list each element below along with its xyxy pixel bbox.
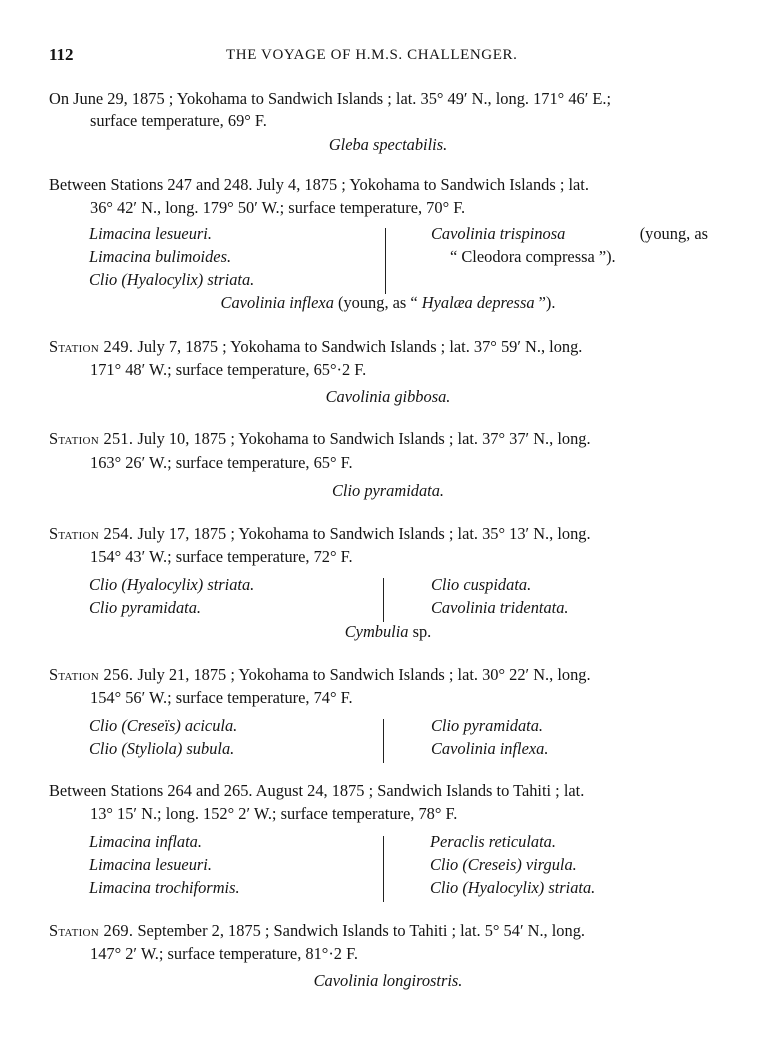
species-name: Clio (Hyalocylix) striata.	[89, 270, 255, 289]
species-note: Cavolinia inflexa (young, as “ Hyalæa depressa ”).	[220, 293, 556, 312]
entry-line-1: On June 29, 1875 ; Yokohama to Sandwich Islands ; lat. 35° 49′ N., long. 171° 46′ E.;	[49, 89, 612, 108]
station-label: Station 269.	[49, 921, 134, 940]
entry-line-1: Station 269. September 2, 1875 ; Sandwich Islands to Tahiti ; lat. 5° 54′ N., long.	[49, 921, 585, 940]
page-title: THE VOYAGE OF H.M.S. CHALLENGER.	[226, 47, 518, 63]
species-name: Limacina bulimoides.	[89, 247, 232, 266]
entry-line-1: Between Stations 247 and 248. July 4, 1875 ; Yokohama to Sandwich Islands ; lat.	[49, 175, 589, 194]
species-name: Limacina lesueuri.	[89, 855, 212, 874]
species-name: Cavolinia gibbosa.	[325, 387, 451, 406]
column-divider	[383, 719, 384, 763]
species-name: Clio (Hyalocylix) striata.	[89, 575, 255, 594]
species-name: Cavolinia longirostris.	[313, 971, 463, 990]
species-name: Clio pyramidata.	[431, 716, 544, 735]
entry-line-2: 154° 56′ W.; surface temperature, 74° F.	[90, 688, 353, 707]
species-name: Clio (Styliola) subula.	[89, 739, 235, 758]
entry-line-1: Station 251. July 10, 1875 ; Yokohama to Sandwich Islands ; lat. 37° 37′ N., long.	[49, 429, 591, 448]
species-name: Clio (Creseïs) acicula.	[89, 716, 238, 735]
entry-line-2: 36° 42′ N., long. 179° 50′ W.; surface temperature, 70° F.	[90, 198, 466, 217]
entry-line-1: Station 249. July 7, 1875 ; Yokohama to Sandwich Islands ; lat. 37° 59′ N., long.	[49, 337, 583, 356]
entry-line-1: Station 256. July 21, 1875 ; Yokohama to Sandwich Islands ; lat. 30° 22′ N., long.	[49, 665, 591, 684]
station-label: Station 254.	[49, 524, 134, 543]
column-divider	[383, 578, 384, 622]
species-name: Clio cuspidata.	[431, 575, 532, 594]
species-name-line: Cavolinia trispinosa (young, as	[431, 224, 708, 243]
entry-line-2: 163° 26′ W.; surface temperature, 65° F.	[90, 453, 353, 472]
species-name: Peraclis reticulata.	[430, 832, 556, 851]
station-label: Station 256.	[49, 665, 134, 684]
species-name: Clio pyramidata.	[89, 598, 202, 617]
column-divider	[383, 836, 384, 902]
species-note: “ Cleodora compressa ”).	[450, 247, 616, 266]
species-name: Gleba spectabilis.	[328, 135, 448, 154]
species-name: Cavolinia tridentata.	[431, 598, 569, 617]
species-name: Clio (Hyalocylix) striata.	[430, 878, 596, 897]
page-number: 112	[49, 45, 74, 64]
column-divider	[385, 228, 386, 294]
species-name: Clio pyramidata.	[331, 481, 444, 500]
species-name: Clio (Creseis) virgula.	[430, 855, 577, 874]
entry-line-2: 171° 48′ W.; surface temperature, 65°·2 F.	[90, 360, 367, 379]
entry-line-2: 154° 43′ W.; surface temperature, 72° F.	[90, 547, 353, 566]
entry-line-2: surface temperature, 69° F.	[90, 111, 267, 130]
station-label: Station 251.	[49, 429, 134, 448]
species-name: Limacina trochiformis.	[89, 878, 240, 897]
species-name: Cymbulia sp.	[344, 622, 432, 641]
species-name: Limacina lesueuri.	[89, 224, 212, 243]
species-name: Cavolinia inflexa.	[431, 739, 549, 758]
entry-line-2: 147° 2′ W.; surface temperature, 81°·2 F.	[90, 944, 359, 963]
entry-line-2: 13° 15′ N.; long. 152° 2′ W.; surface temperature, 78° F.	[90, 804, 458, 823]
species-name: Limacina inflata.	[89, 832, 202, 851]
station-label: Station 249.	[49, 337, 134, 356]
entry-line-1: Station 254. July 17, 1875 ; Yokohama to Sandwich Islands ; lat. 35° 13′ N., long.	[49, 524, 591, 543]
entry-line-1: Between Stations 264 and 265. August 24, 1875 ; Sandwich Islands to Tahiti ; lat.	[49, 781, 585, 800]
